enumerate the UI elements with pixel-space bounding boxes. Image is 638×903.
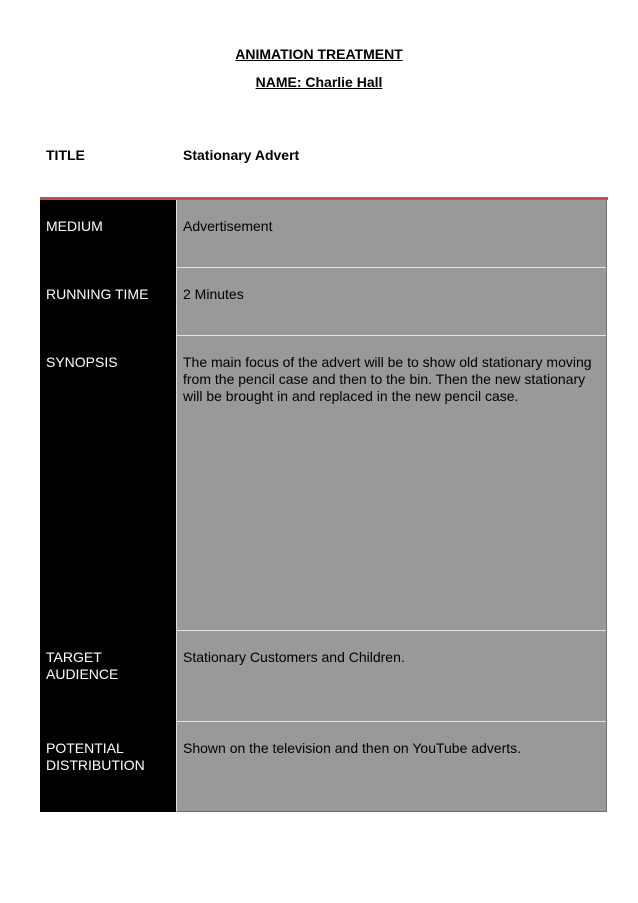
synopsis-value: The main focus of the advert will be to show old stationary moving from the pencil case and then to the bin. Then the new stationary will be brought in and replaced in the new pencil case. bbox=[183, 354, 592, 404]
medium-label: MEDIUM bbox=[46, 218, 103, 234]
synopsis-label: SYNOPSIS bbox=[46, 354, 118, 370]
row-divider bbox=[177, 721, 606, 722]
potential-distribution-value: Shown on the television and then on YouTube adverts. bbox=[183, 740, 522, 756]
running-time-value: 2 Minutes bbox=[183, 286, 244, 302]
treatment-table bbox=[40, 200, 607, 812]
value-column bbox=[176, 200, 607, 812]
title-value: Stationary Advert bbox=[183, 147, 300, 163]
label-column bbox=[40, 200, 176, 812]
row-divider bbox=[177, 630, 606, 631]
title-label: TITLE bbox=[46, 147, 85, 163]
author-name: NAME: Charlie Hall bbox=[255, 74, 383, 90]
potential-distribution-label: POTENTIAL DISTRIBUTION bbox=[46, 740, 145, 773]
running-time-label: RUNNING TIME bbox=[46, 286, 149, 302]
row-divider bbox=[177, 335, 606, 336]
document-title: ANIMATION TREATMENT bbox=[235, 46, 403, 62]
target-audience-label: TARGET AUDIENCE bbox=[46, 649, 119, 682]
medium-value: Advertisement bbox=[183, 218, 273, 234]
target-audience-value: Stationary Customers and Children. bbox=[183, 649, 405, 665]
row-divider bbox=[177, 267, 606, 268]
